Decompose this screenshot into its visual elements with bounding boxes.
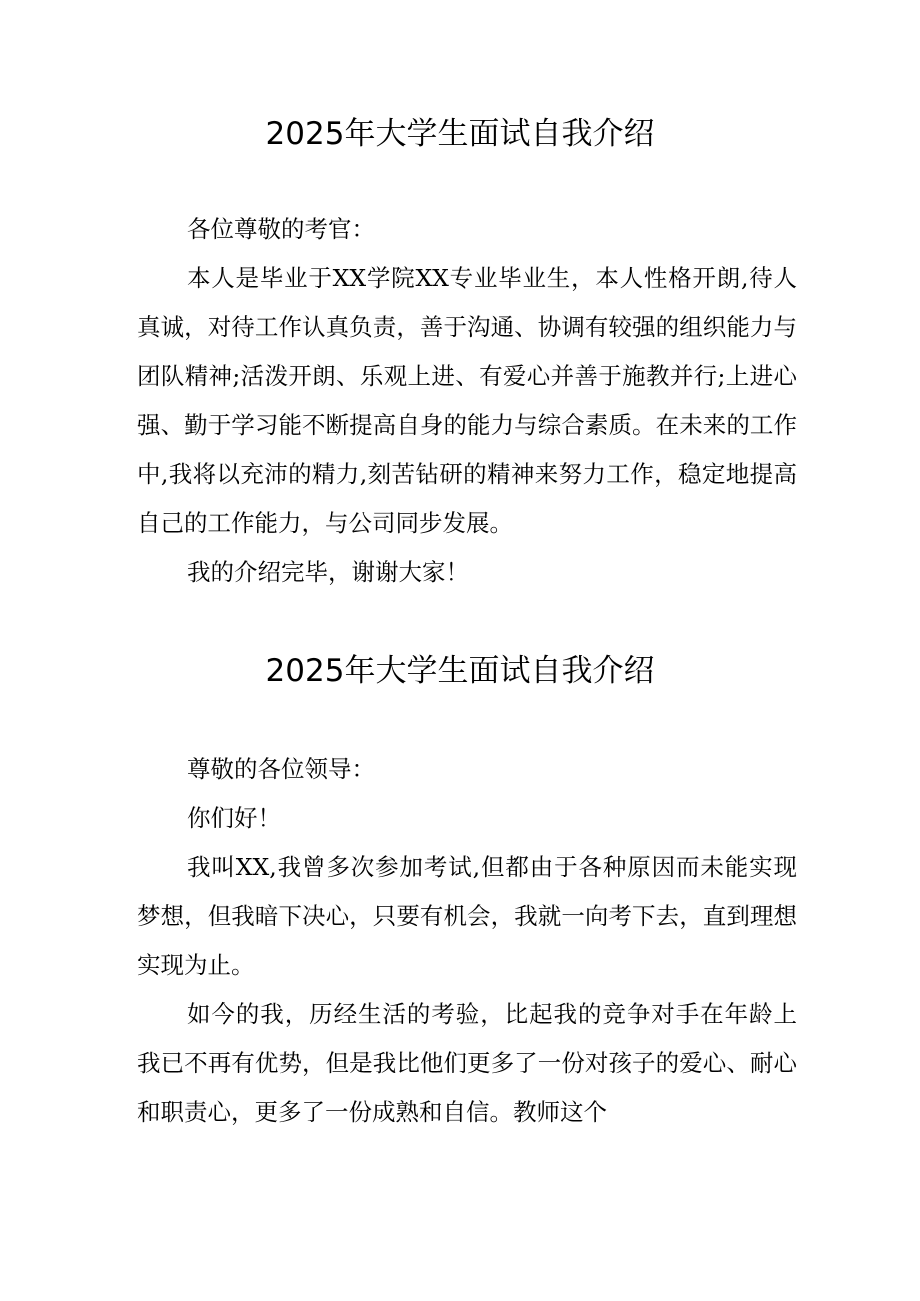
section-2-title: 2025年大学生面试自我介绍 [265, 653, 655, 689]
section-2-paragraph-1: 我叫XX,我曾多次参加考试,但都由于各种原因而未能实现梦想，但我暗下决心，只要有机会，我就一向考下去，直到理想实现为止。 [137, 853, 797, 979]
section-1-closing: 我的介绍完毕，谢谢大家！ [187, 558, 469, 586]
section-1-body [137, 205, 797, 597]
section-2-salutation: 尊敬的各位领导： [187, 755, 375, 783]
section-1-main-paragraph: 本人是毕业于XX学院XX专业毕业生，本人性格开朗,待人真诚，对待工作认真负责，善于沟通、协调有较强的组织能力与团队精神;活泼开朗、乐观上进、有爱心并善于施教并行;上进心强、勤于学习能不断提高自身的能力与综合素质。在未来的工作中,我将以充沛的精力,刻苦钻研的精神来努力工作，稳定地提高自己的工作能力，与公司同步发展。 [137, 264, 797, 537]
section-2-paragraph-2: 如今的我，历经生活的考验，比起我的竞争对手在年龄上我已不再有优势，但是我比他们更多了一份对孩子的爱心、耐心和职责心，更多了一份成熟和自信。教师这个 [137, 1000, 797, 1126]
section-2-greeting: 你们好！ [187, 804, 281, 832]
section-1-title: 2025年大学生面试自我介绍 [265, 116, 655, 152]
section-2-body [137, 745, 797, 1137]
section-1-salutation: 各位尊敬的考官： [187, 215, 375, 243]
